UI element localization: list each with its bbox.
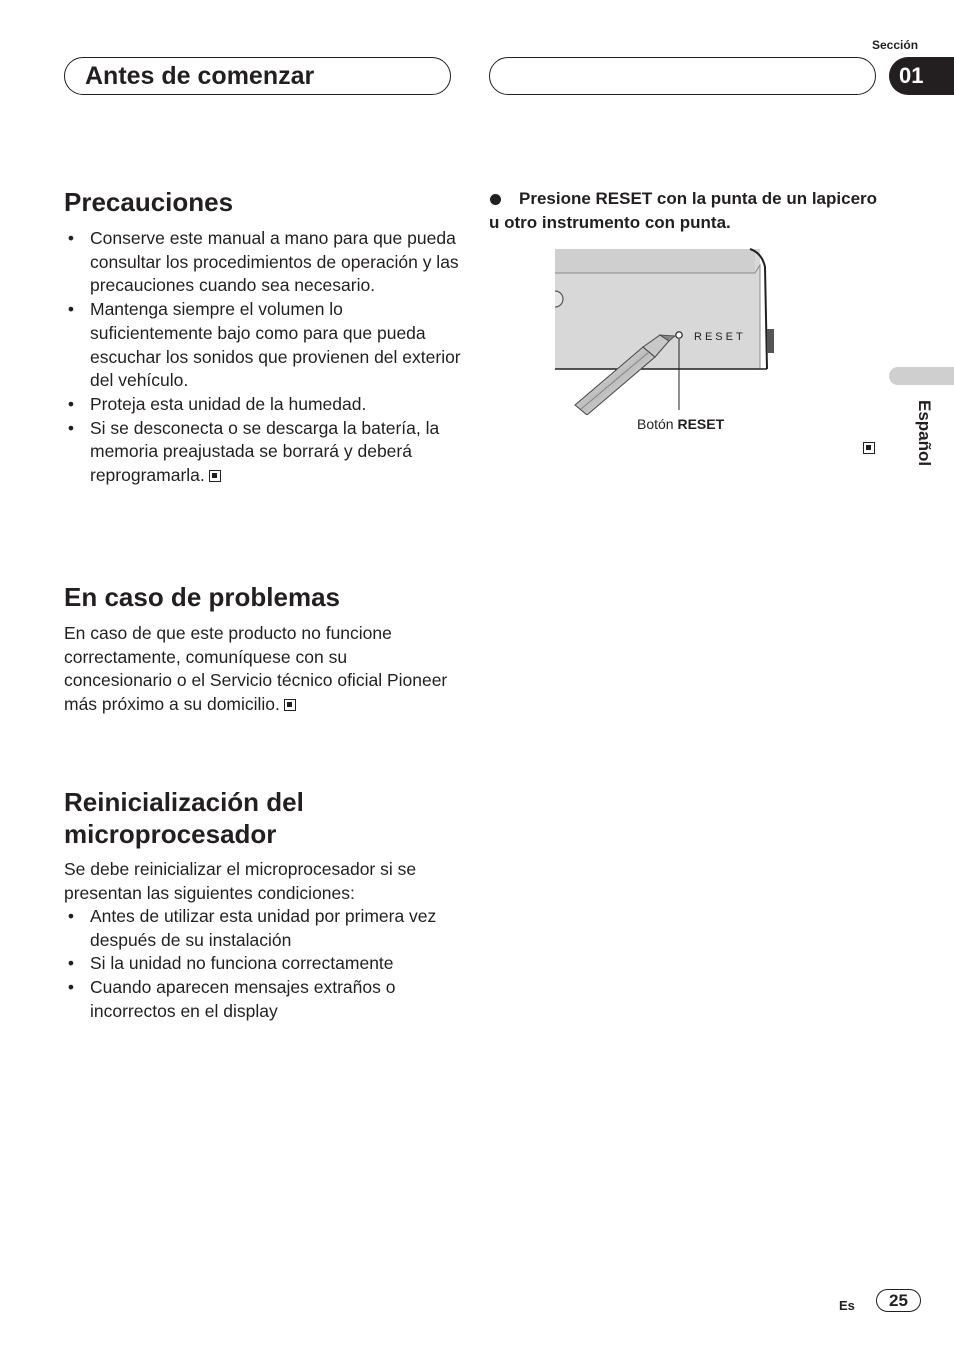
list-item: • Si la unidad no funciona correctamente xyxy=(67,953,394,974)
reinicio-list xyxy=(64,905,464,1024)
bullet-icon xyxy=(490,194,501,205)
footer-language-code: Es xyxy=(839,1298,855,1313)
reset-hole-icon xyxy=(676,332,682,338)
panel-reset-label: RESET xyxy=(694,331,746,343)
chapter-title: Antes de comenzar xyxy=(85,62,315,90)
precauciones-list xyxy=(64,227,464,488)
unit-top xyxy=(555,249,755,273)
chapter-header xyxy=(64,57,451,95)
problemas-heading: En caso de problemas xyxy=(64,582,340,612)
reset-illustration xyxy=(555,245,780,415)
reinicio-intro: Se debe reinicializar el microprocesador si se presentan las siguientes condiciones: xyxy=(64,859,417,903)
list-item: • Mantenga siempre el volumen lo suficientemente bajo como para que pueda escuchar los sonidos que provienen del exterior del vehículo. xyxy=(67,299,461,391)
language-tab-bar xyxy=(889,367,954,385)
section-end-icon xyxy=(284,699,296,711)
reinicio-heading: Reinicialización del microprocesador xyxy=(64,787,304,849)
figure-caption: Botón RESET xyxy=(637,416,725,432)
section-number-tab: 01 xyxy=(889,57,954,95)
list-item: • Cuando aparecen mensajes extraños o incorrectos en el display xyxy=(67,977,396,1021)
list-item: • Si se desconecta o se descarga la batería, la memoria preajustada se borrará y deberá reprogramarla. xyxy=(67,417,440,486)
precauciones-heading: Precauciones xyxy=(64,187,234,217)
header-blank-pill xyxy=(489,57,876,95)
section-label: Sección xyxy=(872,38,919,52)
language-label: Español xyxy=(915,400,934,467)
list-item: • Proteja esta unidad de la humedad. xyxy=(67,393,367,414)
section-end-icon xyxy=(863,442,875,454)
reset-diagram-svg xyxy=(555,245,780,415)
problemas-text: En caso de que este producto no funcione correctamente, comuníquese con su concesionario o el Servicio técnico oficial Pioneer más próximo a su domicilio. xyxy=(64,623,448,715)
list-item: • Antes de utilizar esta unidad por primera vez después de su instalación xyxy=(67,906,437,950)
page-number: 25 xyxy=(876,1289,921,1312)
reset-instruction: Presione RESET con la punta de un lapicero u otro instrumento con punta. xyxy=(489,189,878,232)
list-item: • Conserve este manual a mano para que pueda consultar los procedimientos de operación y las precauciones cuando sea necesario. xyxy=(67,228,459,296)
side-connector xyxy=(767,329,774,353)
section-end-icon xyxy=(209,470,221,482)
